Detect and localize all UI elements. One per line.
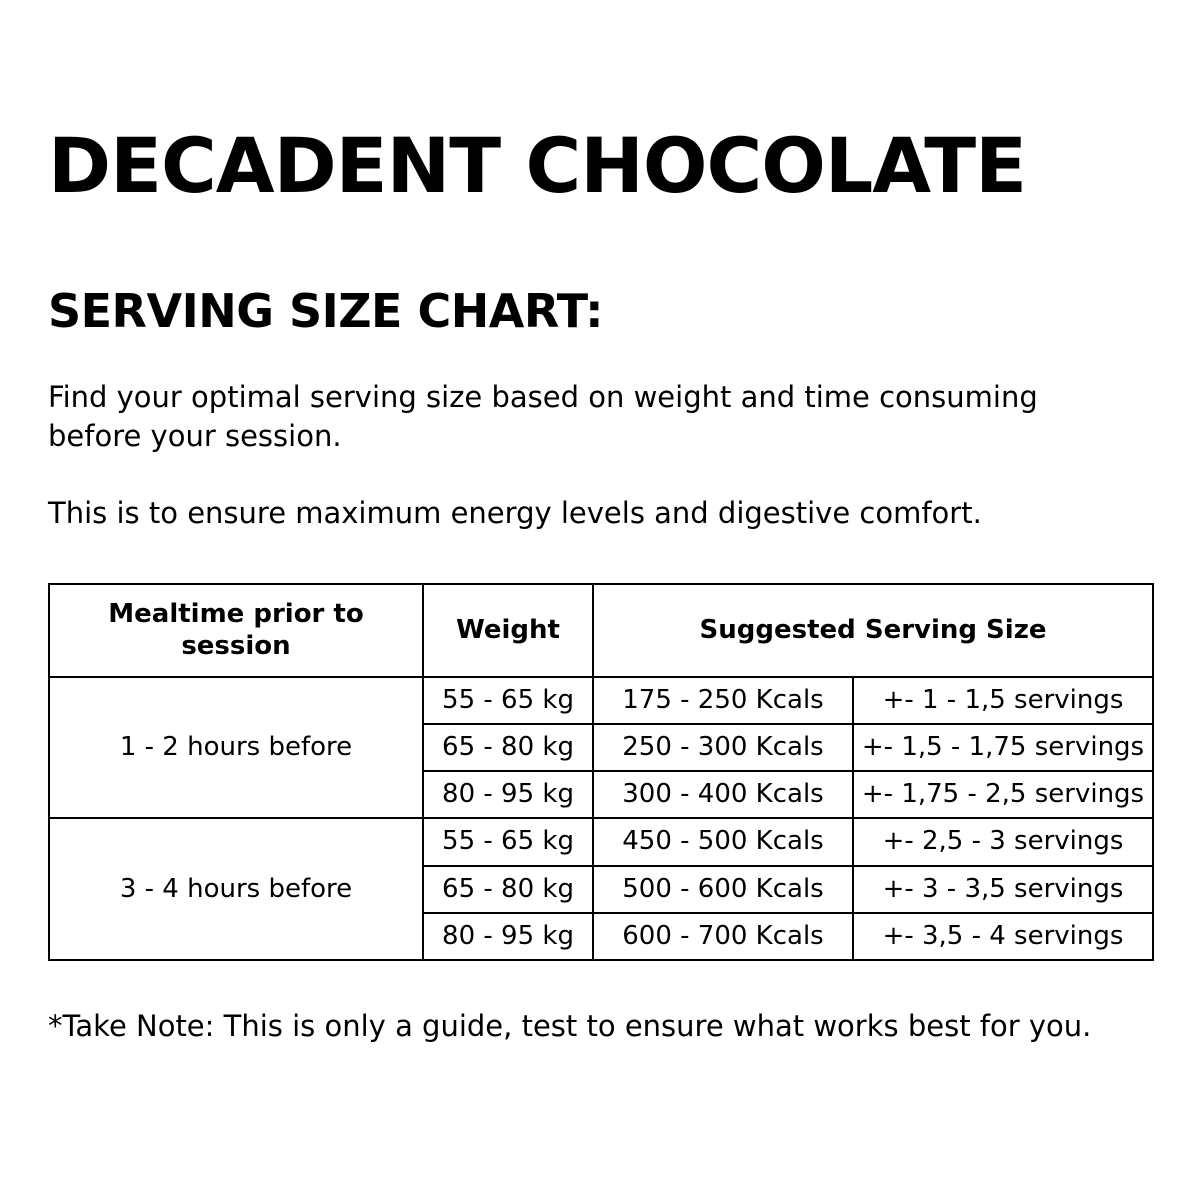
intro-paragraph: Find your optimal serving size based on weight and time consuming before your session. (48, 380, 1038, 454)
column-header-serving-size: Suggested Serving Size (593, 584, 1153, 676)
weight-cell: 55 - 65 kg (423, 818, 593, 865)
take-note-text: *Take Note: This is only a guide, test to ensure what works best for you. (48, 1008, 1092, 1043)
column-header-weight: Weight (423, 584, 593, 676)
table-row (49, 677, 1153, 724)
weight-cell: 55 - 65 kg (423, 677, 593, 724)
kcals-cell: 300 - 400 Kcals (593, 771, 853, 818)
column-header-mealtime: Mealtime prior to session (49, 584, 423, 676)
weight-cell: 65 - 80 kg (423, 724, 593, 771)
servings-cell: +- 3 - 3,5 servings (853, 866, 1153, 913)
weight-cell: 80 - 95 kg (423, 913, 593, 960)
kcals-cell: 250 - 300 Kcals (593, 724, 853, 771)
servings-cell: +- 3,5 - 4 servings (853, 913, 1153, 960)
product-title: DECADENT CHOCOLATE (48, 121, 1026, 210)
kcals-cell: 450 - 500 Kcals (593, 818, 853, 865)
weight-cell: 65 - 80 kg (423, 866, 593, 913)
table-row (49, 818, 1153, 865)
mealtime-cell-2: 3 - 4 hours before (49, 818, 423, 960)
section-title: SERVING SIZE CHART: (48, 284, 603, 338)
kcals-cell: 600 - 700 Kcals (593, 913, 853, 960)
kcals-cell: 500 - 600 Kcals (593, 866, 853, 913)
servings-cell: +- 1,5 - 1,75 servings (853, 724, 1153, 771)
intro-paragraph-secondary: This is to ensure maximum energy levels and digestive comfort. (48, 496, 982, 531)
servings-cell: +- 1,75 - 2,5 servings (853, 771, 1153, 818)
kcals-cell: 175 - 250 Kcals (593, 677, 853, 724)
mealtime-cell-1: 1 - 2 hours before (49, 677, 423, 819)
serving-size-table (48, 583, 1154, 961)
table-header-row (49, 584, 1153, 676)
servings-cell: +- 2,5 - 3 servings (853, 818, 1153, 865)
servings-cell: +- 1 - 1,5 servings (853, 677, 1153, 724)
weight-cell: 80 - 95 kg (423, 771, 593, 818)
